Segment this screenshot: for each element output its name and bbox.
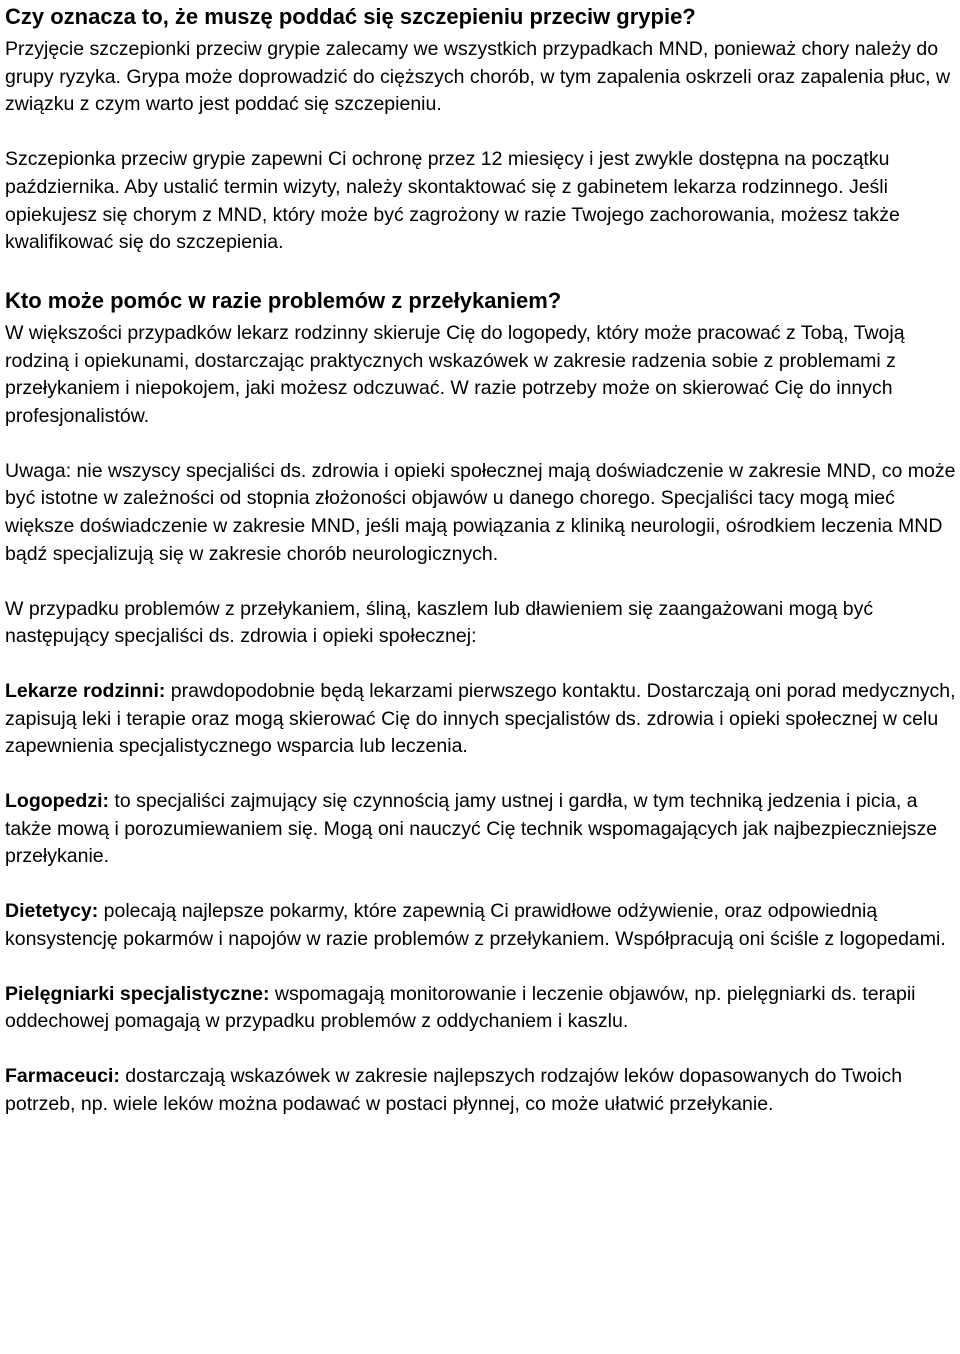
heading-swallowing: Kto może pomóc w razie problemów z przełykaniem? <box>5 287 562 313</box>
specialist-description: polecają najlepsze pokarmy, które zapewnią Ci prawidłowe odżywienie, oraz odpowiednią konsystencję pokarmów i napojów w razie problemów z przełykaniem. Współpracują oni ściśle z logopedami. <box>5 900 946 950</box>
specialist-description: wspomagają monitorowanie i leczenie objawów, np. pielęgniarki ds. terapii oddechowej pomagają w przypadku problemów z oddychaniem i kaszlu. <box>5 982 916 1033</box>
paragraph: Uwaga: nie wszyscy specjaliści ds. zdrowia i opieki społecznej mają doświadczenie w zakresie MND, co może być istotne w zależności od stopnia złożoności objawów u danego chorego. Specjaliści tacy mogą mieć większe doświadczenie w zakresie MND, jeśli mają powiązania z kliniką neurologii, ośrodkiem leczenia MND bądź specjalizują się w zakresie chorób neurologicznych. <box>5 459 956 565</box>
specialist-item <box>5 981 957 1036</box>
specialist-item <box>5 1063 957 1118</box>
paragraph: W przypadku problemów z przełykaniem, śliną, kaszlem lub dławieniem się zaangażowani mogą być następujący specjaliści ds. zdrowia i opieki społecznej: <box>5 597 874 648</box>
specialist-term: Dietetycy: <box>5 900 99 923</box>
paragraph: Przyjęcie szczepionki przeciw grypie zalecamy we wszystkich przypadkach MND, ponieważ chory należy do grupy ryzyka. Grypa może doprowadzić do cięższych chorób, w tym zapalenia oskrzeli oraz zapalenia płuc, w związku z czym warto jest poddać się szczepieniu. <box>5 38 951 116</box>
heading-flu-vaccine: Czy oznacza to, że muszę poddać się szczepieniu przeciw grypie? <box>5 4 696 29</box>
specialist-description: to specjaliści zajmujący się czynnością jamy ustnej i gardła, w tym techniką jedzenia i picia, a także mową i porozumiewaniem się. Mogą oni nauczyć Cię technik wspomagających jak najbezpieczniejsze przełykanie. <box>5 790 938 868</box>
specialist-item <box>5 898 957 953</box>
specialist-description: dostarczają wskazówek w zakresie najlepszych rodzajów leków dopasowanych do Twoich potrzeb, np. wiele leków można podawać w postaci płynnej, co może ułatwić przełykanie. <box>5 1064 903 1115</box>
specialist-term: Farmaceuci: <box>5 1064 120 1087</box>
specialist-item <box>5 678 957 761</box>
specialist-term: Pielęgniarki specjalistyczne: <box>5 982 270 1005</box>
document-page <box>5 0 957 1118</box>
specialist-item <box>5 788 957 871</box>
paragraph: Szczepionka przeciw grypie zapewni Ci ochronę przez 12 miesięcy i jest zwykle dostępna na początku października. Aby ustalić termin wizyty, należy skontaktować się z gabinetem lekarza rodzinnego. Jeśli opiekujesz się chorym z MND, który może być zagrożony w razie Twojego zachorowania, możesz także kwalifikować się do szczepienia. <box>5 148 900 254</box>
specialist-term: Logopedzi: <box>5 790 109 813</box>
specialist-description: prawdopodobnie będą lekarzami pierwszego kontaktu. Dostarczają oni porad medycznych, zapisują leki i terapie oraz mogą skierować Cię do innych specjalistów ds. zdrowia i opieki społecznej w celu zapewnienia specjalistycznego wsparcia lub leczenia. <box>5 679 956 758</box>
specialist-term: Lekarze rodzinni: <box>5 679 166 702</box>
paragraph: W większości przypadków lekarz rodzinny skieruje Cię do logopedy, który może pracować z Tobą, Twoją rodziną i opiekunami, dostarczając praktycznych wskazówek w zakresie radzenia sobie z problemami z przełykaniem i niepokojem, jaki możesz odczuwać. W razie potrzeby może on skierować Cię do innych profesjonalistów. <box>5 321 905 428</box>
